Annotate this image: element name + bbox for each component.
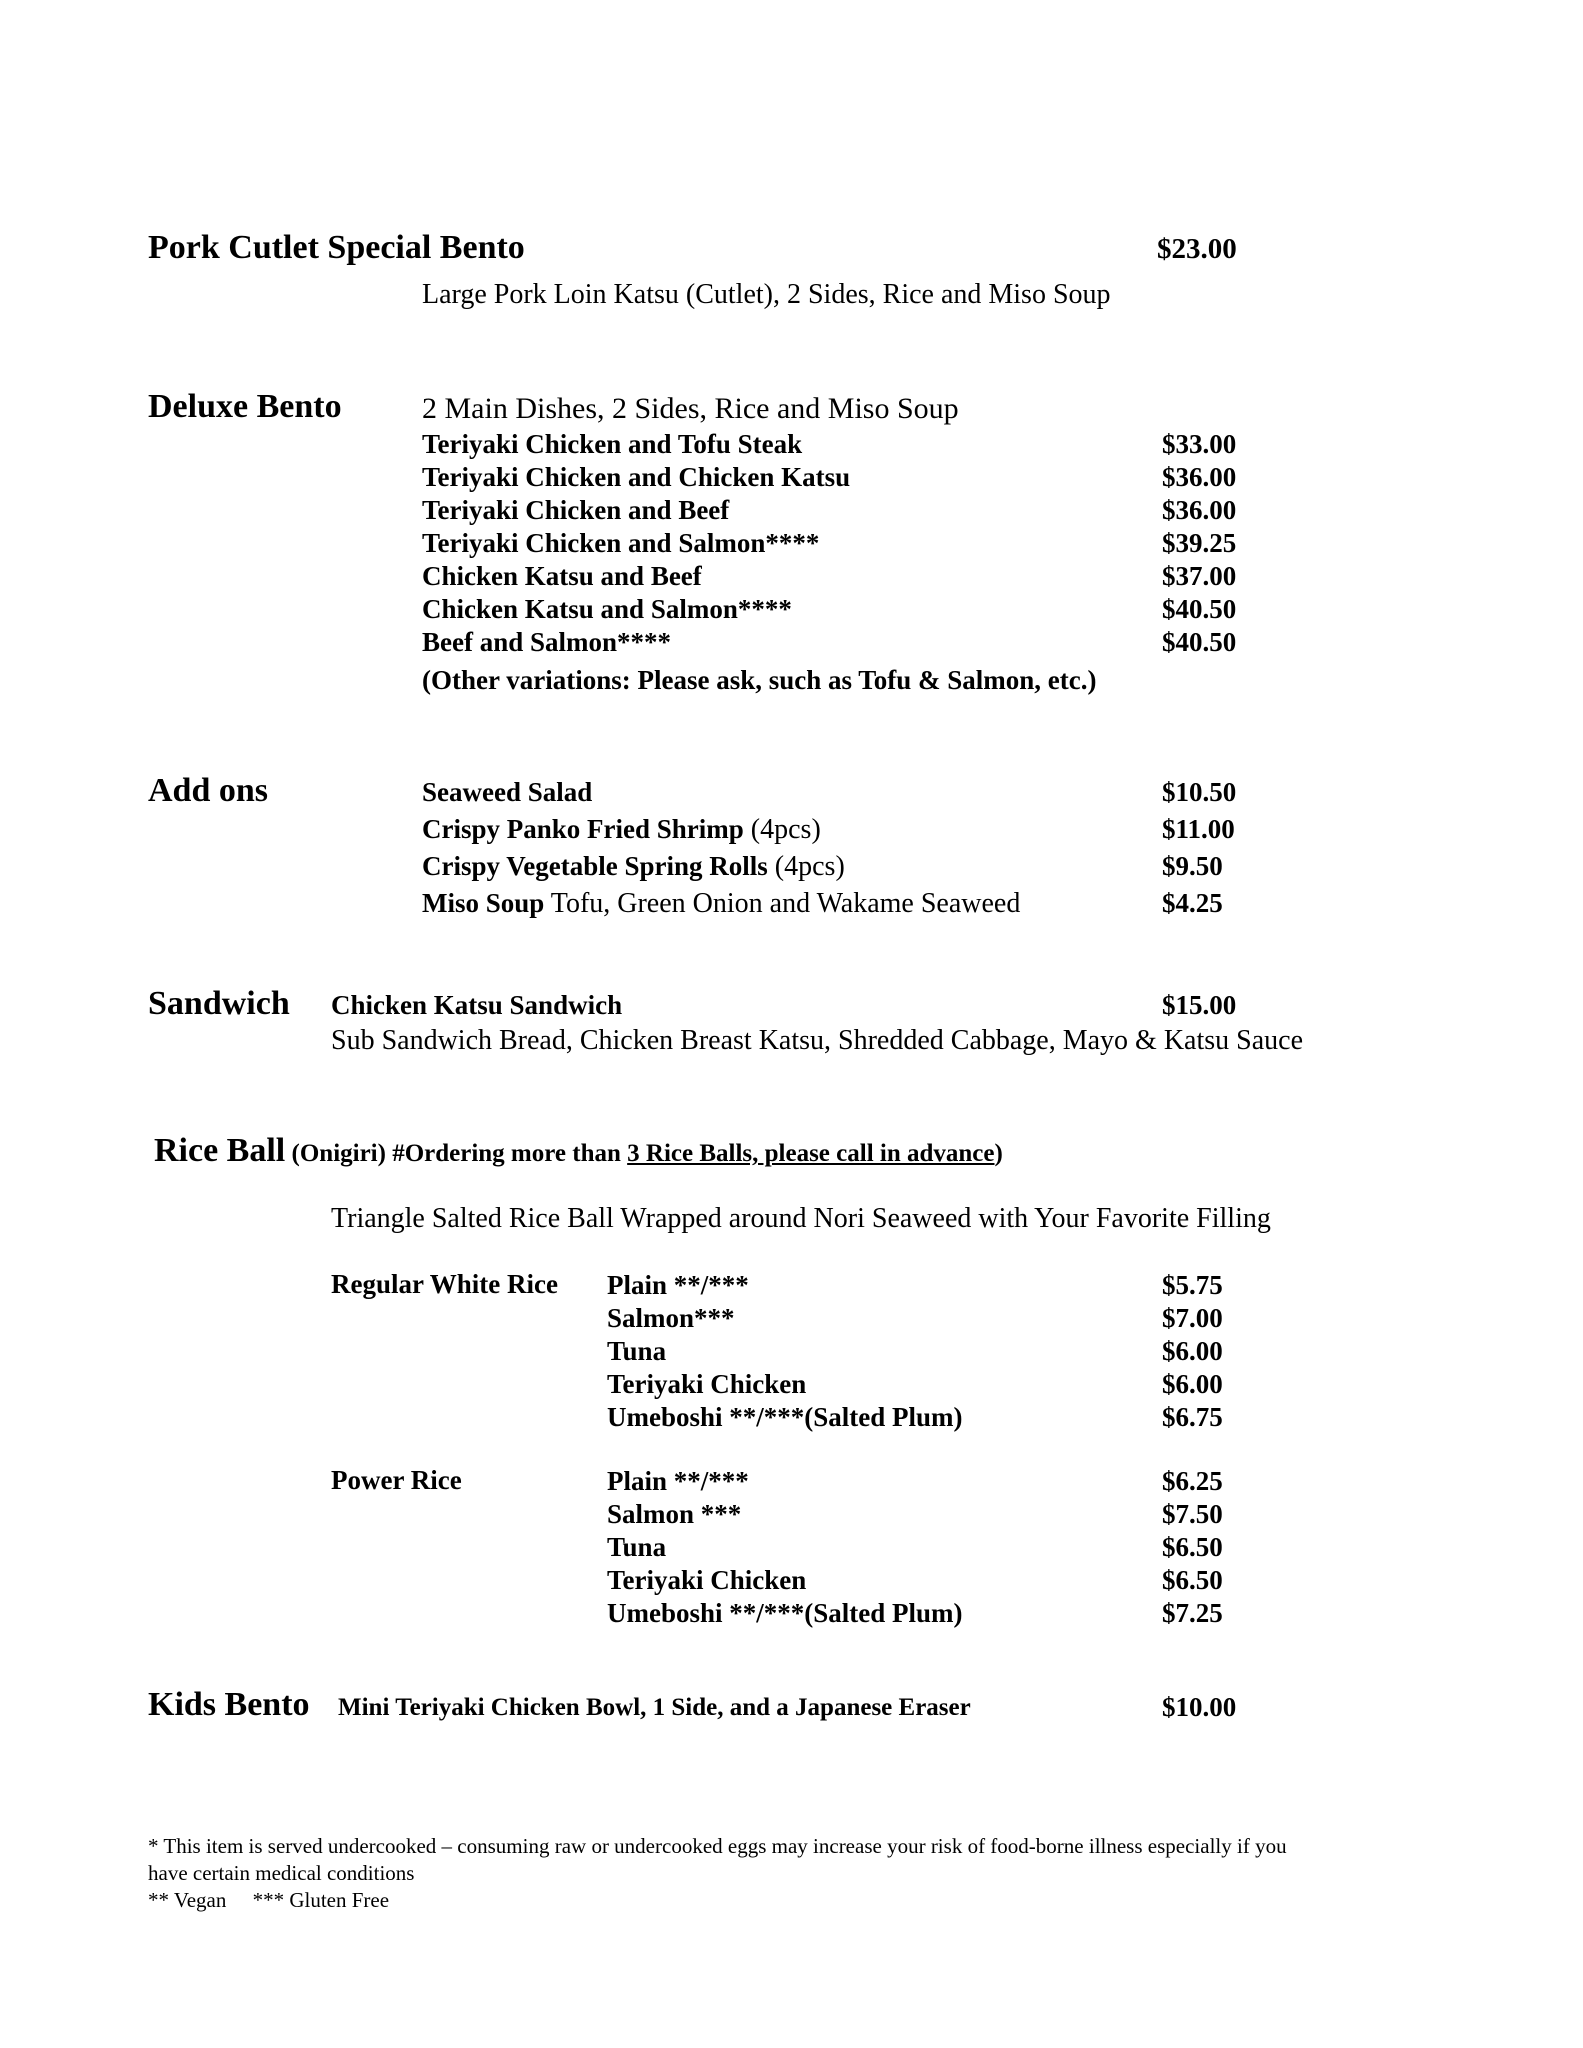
list-item	[607, 1368, 1242, 1401]
diet-legend: ** Vegan *** Gluten Free	[148, 1888, 390, 1912]
list-item	[607, 1401, 1242, 1434]
addons-title: Add ons	[148, 772, 269, 809]
list-item	[607, 1302, 1242, 1335]
item-price: $36.00	[1162, 495, 1237, 525]
undercooked-warning-cont: have certain medical conditions	[148, 1861, 415, 1885]
item-price: $6.00	[1162, 1369, 1223, 1399]
item-name: Crispy Vegetable Spring Rolls	[422, 851, 768, 881]
item-price: $6.00	[1162, 1336, 1223, 1366]
item-name: Tuna	[607, 1336, 667, 1366]
item-price: $9.50	[1162, 851, 1223, 881]
item-price: $36.00	[1162, 462, 1237, 492]
item-name: Salmon ***	[607, 1499, 742, 1529]
list-item	[607, 1465, 1242, 1498]
list-item	[607, 1564, 1242, 1597]
item-name: Tuna	[607, 1532, 667, 1562]
list-item	[422, 626, 1242, 659]
deluxe-item-list	[422, 428, 1242, 659]
addons-item-list	[422, 776, 1242, 924]
pork-cutlet-description: Large Pork Loin Katsu (Cutlet), 2 Sides, Rice and Miso Soup	[422, 279, 1111, 310]
item-name: Seaweed Salad	[422, 777, 593, 807]
item-detail: (4pcs)	[743, 814, 821, 845]
item-price: $40.50	[1162, 594, 1237, 624]
item-name: Umeboshi **/***(Salted Plum)	[607, 1402, 963, 1432]
sandwich-item: Chicken Katsu Sandwich	[331, 990, 623, 1020]
list-item	[422, 776, 1242, 813]
deluxe-description: 2 Main Dishes, 2 Sides, Rice and Miso Soup	[422, 392, 959, 425]
list-item	[607, 1269, 1242, 1302]
list-item	[607, 1597, 1242, 1630]
undercooked-warning: * This item is served undercooked – consuming raw or undercooked eggs may increase your risk of food-borne illness especially if you	[148, 1834, 1287, 1858]
rice-group-label-regular: Regular White Rice	[331, 1269, 558, 1299]
item-price: $7.50	[1162, 1499, 1223, 1529]
sandwich-price: $15.00	[1162, 990, 1237, 1020]
kids-description: Mini Teriyaki Chicken Bowl, 1 Side, and a Japanese Eraser	[338, 1694, 971, 1721]
item-price: $7.00	[1162, 1303, 1223, 1333]
item-detail: Tofu, Green Onion and Wakame Seaweed	[544, 888, 1021, 919]
item-name: Chicken Katsu and Beef	[422, 561, 702, 591]
item-name: Beef and Salmon****	[422, 627, 672, 657]
item-name: Crispy Panko Fried Shrimp	[422, 814, 744, 844]
item-price: $7.25	[1162, 1598, 1223, 1628]
list-item	[422, 887, 1242, 924]
sandwich-title: Sandwich	[148, 985, 290, 1022]
list-item	[607, 1335, 1242, 1368]
item-price: $33.00	[1162, 429, 1237, 459]
item-price: $40.50	[1162, 627, 1237, 657]
item-price: $37.00	[1162, 561, 1237, 591]
rice-group-label-power: Power Rice	[331, 1465, 462, 1495]
item-price: $6.75	[1162, 1402, 1223, 1432]
item-name: Teriyaki Chicken and Beef	[422, 495, 730, 525]
item-name: Teriyaki Chicken and Salmon****	[422, 528, 820, 558]
list-item	[422, 593, 1242, 626]
list-item	[607, 1531, 1242, 1564]
rice-ball-heading	[154, 1132, 1003, 1170]
list-item	[422, 560, 1242, 593]
list-item	[422, 813, 1242, 850]
item-price: $10.50	[1162, 777, 1237, 807]
list-item	[422, 850, 1242, 887]
footer-notes	[148, 1833, 1287, 1914]
rice-ball-subtitle: (Onigiri) #Ordering more than	[285, 1140, 628, 1167]
item-price: $4.25	[1162, 888, 1223, 918]
list-item	[607, 1498, 1242, 1531]
rice-group-list-power	[607, 1465, 1242, 1630]
rice-ball-title: Rice Ball	[154, 1132, 286, 1169]
item-price: $5.75	[1162, 1270, 1223, 1300]
item-price: $6.50	[1162, 1532, 1223, 1562]
list-item	[422, 461, 1242, 494]
list-item	[422, 494, 1242, 527]
item-name: Chicken Katsu and Salmon****	[422, 594, 792, 624]
list-item	[422, 527, 1242, 560]
rice-ball-advance-note: 3 Rice Balls, please call in advance	[627, 1140, 995, 1167]
sandwich-description: Sub Sandwich Bread, Chicken Breast Katsu, Shredded Cabbage, Mayo & Katsu Sauce	[331, 1025, 1304, 1056]
item-name: Salmon***	[607, 1303, 735, 1333]
item-name: Plain **/***	[607, 1270, 749, 1300]
item-name: Teriyaki Chicken	[607, 1565, 807, 1595]
deluxe-note: (Other variations: Please ask, such as Tofu & Salmon, etc.)	[422, 665, 1097, 695]
item-name: Teriyaki Chicken and Chicken Katsu	[422, 462, 851, 492]
item-name: Plain **/***	[607, 1466, 749, 1496]
item-name: Miso Soup	[422, 888, 545, 918]
rice-group-list-regular	[607, 1269, 1242, 1434]
pork-cutlet-title: Pork Cutlet Special Bento	[148, 229, 525, 266]
kids-price: $10.00	[1162, 1692, 1237, 1722]
item-name: Teriyaki Chicken	[607, 1369, 807, 1399]
kids-title: Kids Bento	[148, 1686, 310, 1723]
item-detail: (4pcs)	[767, 851, 845, 882]
pork-cutlet-price: $23.00	[1157, 233, 1237, 265]
list-item	[422, 428, 1242, 461]
rice-ball-description: Triangle Salted Rice Ball Wrapped around Nori Seaweed with Your Favorite Filling	[331, 1203, 1271, 1234]
item-price: $39.25	[1162, 528, 1237, 558]
deluxe-title: Deluxe Bento	[148, 388, 342, 425]
item-price: $6.50	[1162, 1565, 1223, 1595]
rice-ball-subtitle-end: )	[994, 1140, 1003, 1167]
item-price: $6.25	[1162, 1466, 1223, 1496]
item-name: Teriyaki Chicken and Tofu Steak	[422, 429, 803, 459]
item-price: $11.00	[1162, 814, 1235, 844]
item-name: Umeboshi **/***(Salted Plum)	[607, 1598, 963, 1628]
